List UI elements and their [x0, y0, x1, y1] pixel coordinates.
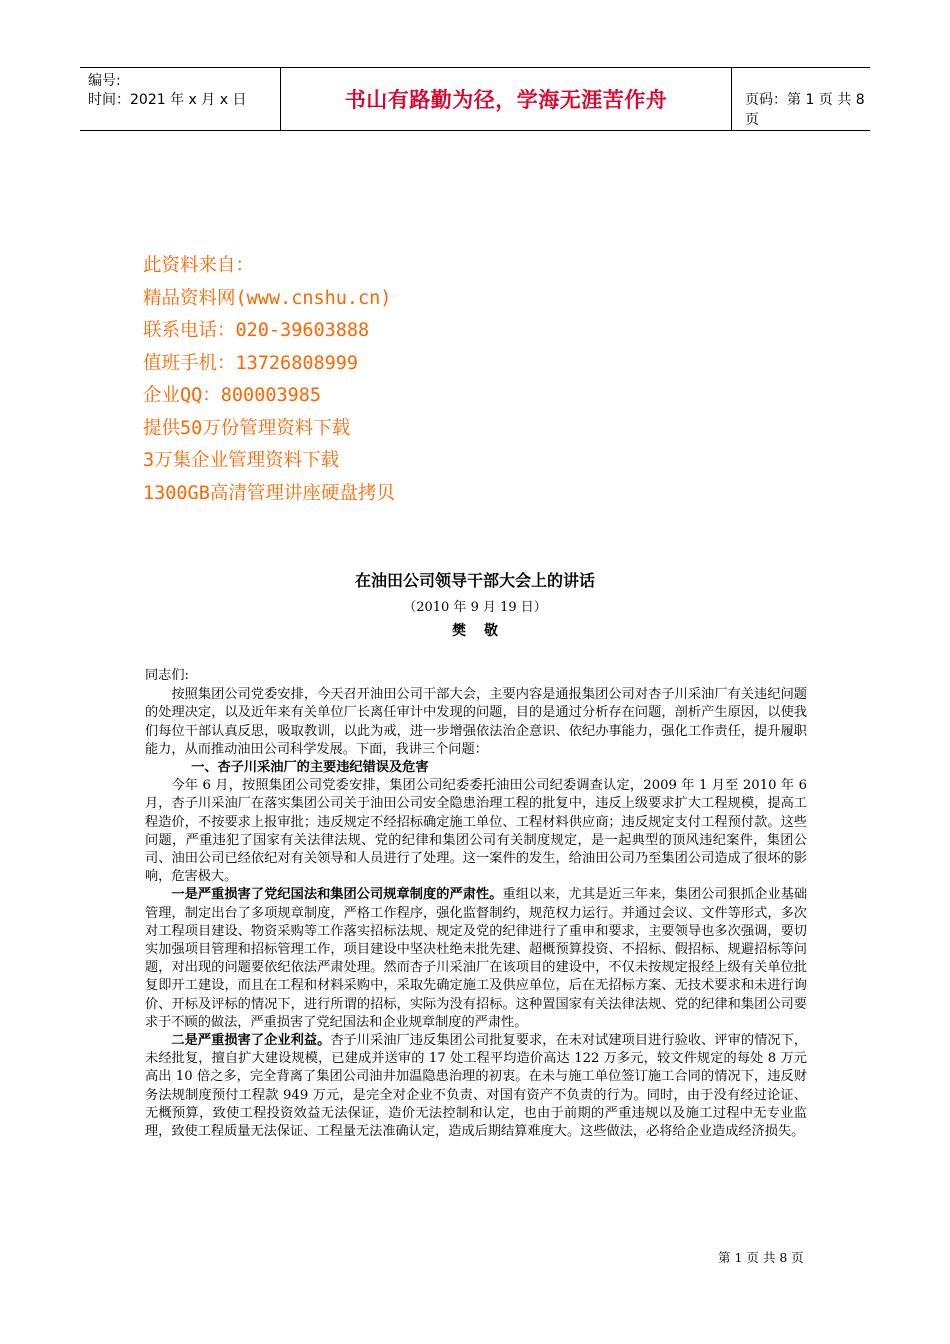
promo-line: 3万集企业管理资料下载 [143, 450, 340, 471]
promo-line: 此资料来自： [143, 255, 255, 276]
page-label: 页码：第 1 页 共 8 页 [745, 92, 865, 128]
section-heading-1: 一、杏子川采油厂的主要违纪错误及危害 [191, 760, 429, 776]
document-date: （2010 年 9 月 19 日） [403, 600, 547, 615]
promo-block [143, 250, 395, 510]
document-title: 在油田公司领导干部大会上的讲话 [354, 571, 595, 590]
paragraph-case: 今年 6 月，按照集团公司党委安排，集团公司纪委委托油田公司纪委调查认定，2009 年 1 月至 2010 年 6 月，杏子川采油厂在落实集团公司关于油田公司安全隐患治理工程的批复中，违反上级要求扩大工程规模，提高工程造价，不按要求上报审批；违反规定不经招标确定施工单位、工程材料供应商；违反规定支付工程预付款。这些问题，严重违犯了国家有关法律法规、党的纪律和集团公司有关制度规定，是一起典型的顶风违纪案件，集团公司、油田公司已经依纪对有关领导和人员进行了处理。这一案件的发生，给油田公司乃至集团公司造成了很坏的影响，危害极大。 [145, 778, 807, 885]
promo-line: 值班手机：13726808999 [143, 352, 359, 374]
paragraph-intro: 按照集团公司党委安排，今天召开油田公司干部大会，主要内容是通报集团公司对杏子川采油厂有关违纪问题的处理决定，以及近年来有关单位厂长离任审计中发现的问题，目的是通过分析存在问题，剖析产生原因，以使我们每位干部认真反思，吸取教训，以此为戒，进一步增强依法治企意识、依纪办事能力，强化工作责任，提升履职能力，从而推动油田公司科学发展。下面，我讲三个问题： [145, 687, 807, 757]
header-table [80, 67, 870, 131]
promo-line: 提供50万份管理资料下载 [143, 417, 351, 439]
promo-line: 精品资料网(www.cnshu.cn) [143, 287, 392, 309]
promo-line: 1300GB高清管理讲座硬盘拷贝 [143, 482, 395, 504]
point-1-lead: 一是严重损害了党纪国法和集团公司规章制度的严肃性。 [171, 887, 503, 903]
paragraph-point-2 [145, 1032, 807, 1141]
promo-line: 企业QQ：800003985 [143, 385, 322, 406]
promo-line: 联系电话：020-39603888 [143, 320, 370, 341]
point-1-text: 重组以来，尤其是近三年来，集团公司狠抓企业基础管理，制定出台了多项规章制度，严格工作程序，强化监督制约，规范权力运行。并通过会议、文件等形式，多次对工程项目建设、物资采购等工作落实招标法规、规定及党的纪律进行了重申和要求，主要领导也多次强调，要切实加强项目管理和招标管理工作，项目建设中坚决杜绝未批先建、超概预算投资、不招标、假招标、规避招标等问题，对出现的问题要依纪依法严肃处理。然而杏子川采油厂在该项目的建设中，不仅未按规定报经上级有关单位批复即开工建设，而且在工程和材料采购中，采取先确定施工及供应单位，后在无招标方案、无技术要求和未进行询价、开标及评标的情况下，进行所谓的招标，实际为没有招标。这种置国家有关法律法规、党的纪律和集团公司要求于不顾的做法，严重损害了党纪国法和企业规章制度的严肃性。 [145, 887, 808, 1030]
paragraph-point-1 [145, 886, 807, 1032]
greeting: 同志们: [145, 668, 190, 683]
header-left-cell [88, 72, 246, 110]
page-footer: 第 1 页 共 8 页 [718, 1250, 804, 1265]
document-author: 樊敬 [452, 623, 516, 639]
point-2-lead: 二是严重损害了企业利益。 [171, 1033, 331, 1049]
point-2-text: 杏子川采油厂违反集团公司批复要求，在未对试建项目进行验收、评审的情况下，未经批复，擅自扩大建设规模，已建成并送审的 17 处工程平均造价高达 122 万多元，较文件规定的每处 8 万元高出 10 倍之多，完全背离了集团公司油井加温隐患治理的初衷。在未与施工单位签订施工合同的情况下，违反财务法规制度预付工程款 949 万元，是完全对企业不负责、对国有资产不负责的行为。同时，由于没有经过论证、无概预算，致使工程投资效益无法保证，造价无法控制和认定，也由于前期的严重违规以及施工过程中无专业监理，致使工程质量无法保证、工程量无法准确认定，造成后期结算难度大。这些做法，必将给企业造成经济损失。 [145, 1033, 808, 1140]
document-body [145, 667, 807, 1141]
number-label: 编号: [88, 73, 121, 89]
motto: 书山有路勤为径，学海无涯苦作舟 [280, 68, 732, 130]
time-label: 时间：2021 年 x 月 x 日 [88, 92, 247, 108]
